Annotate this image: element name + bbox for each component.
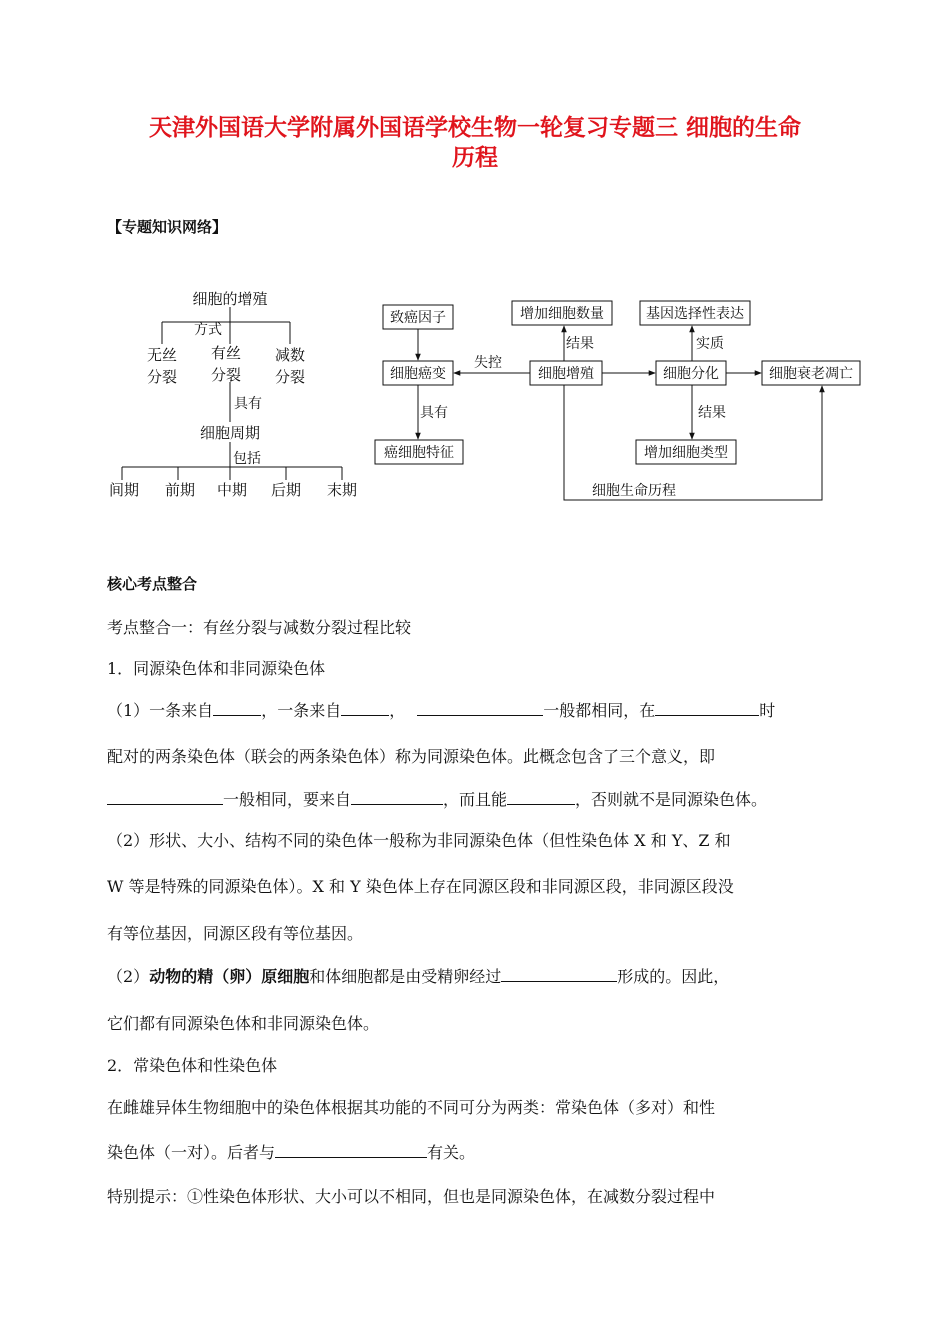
result2-label: 结果 <box>698 405 726 421</box>
cancer-features-label: 癌细胞特征 <box>384 445 454 461</box>
tree-method-1-bottom: 分裂 <box>146 368 178 386</box>
text-line-6: （2）形状、大小、结构不同的染色体一般称为非同源染色体（但性染色体 X 和 Y、Z 和 <box>107 831 731 850</box>
t5-part-b: ，而且能 <box>443 790 508 809</box>
doc-title-line2: 历程 <box>452 144 498 171</box>
text-line-7: W 等是特殊的同源染色体）。X 和 Y 染色体上存在同源区段和非同源区段，非同源区段没 <box>107 877 734 896</box>
fill-blank[interactable] <box>501 965 617 982</box>
fill-blank[interactable] <box>213 699 261 716</box>
t5-part-a: 一般相同，要来自 <box>223 790 352 809</box>
tree-cycle: 细胞周期 <box>199 424 261 442</box>
tree-phase-3: 中期 <box>216 481 248 499</box>
gene-expression-label: 基因选择性表达 <box>646 306 744 322</box>
section-heading: 【专题知识网络】 <box>107 218 228 236</box>
increase-number-label: 增加细胞数量 <box>520 306 604 322</box>
tree-mode-label: 方式 <box>194 322 222 338</box>
text-line-2: 1．同源染色体和非同源染色体 <box>107 659 326 678</box>
tree-phase-2: 前期 <box>164 481 196 499</box>
tree-include-label: 包括 <box>233 451 261 467</box>
fill-blank[interactable] <box>107 788 223 805</box>
doc-title-line1: 天津外国语大学附属外国语学校生物一轮复习专题三 细胞的生命 <box>148 114 801 141</box>
core-heading: 核心考点整合 <box>107 575 198 593</box>
t3-part-e: 时 <box>759 701 776 720</box>
text-line-10: 它们都有同源染色体和非同源染色体。 <box>107 1014 380 1033</box>
text-line-12: 在雌雄异体生物细胞中的染色体根据其功能的不同可分为两类：常染色体（多对）和性 <box>107 1098 716 1117</box>
proliferation-label: 细胞增殖 <box>538 366 594 382</box>
fill-blank[interactable] <box>341 699 389 716</box>
cell-proliferation-tree <box>100 282 370 507</box>
differentiation-label: 细胞分化 <box>663 366 719 382</box>
fill-blank[interactable] <box>351 788 443 805</box>
t3-part-b: ，一条来自 <box>261 701 342 720</box>
text-line-11: 2．常染色体和性染色体 <box>107 1056 278 1075</box>
tree-method-1-top: 无丝 <box>146 346 178 364</box>
tree-method-2-bottom: 分裂 <box>210 366 242 384</box>
tree-has-label: 具有 <box>234 396 262 412</box>
t3-part-c: ， <box>389 701 406 720</box>
cancer-change-label: 细胞癌变 <box>390 366 446 382</box>
fill-blank[interactable] <box>275 1141 427 1158</box>
cancer-has-label: 具有 <box>420 405 448 421</box>
tree-phase-4: 后期 <box>270 481 302 499</box>
text-line-14: 特别提示：①性染色体形状、大小可以不相同，但也是同源染色体，在减数分裂过程中 <box>107 1187 716 1206</box>
tree-method-3-bottom: 分裂 <box>274 368 306 386</box>
fill-blank[interactable] <box>417 699 543 716</box>
text-line-4: 配对的两条染色体（联会的两条染色体）称为同源染色体。此概念包含了三个意义，即 <box>107 747 716 766</box>
t9-bold: 动物的精（卵）原细胞 <box>149 967 310 986</box>
text-line-1: 考点整合一：有丝分裂与减数分裂过程比较 <box>107 618 412 637</box>
increase-types-label: 增加细胞类型 <box>644 445 728 461</box>
tree-phase-5: 末期 <box>326 481 358 499</box>
life-course-label: 细胞生命历程 <box>592 483 676 499</box>
essence-label: 实质 <box>696 336 724 352</box>
lose-control-label: 失控 <box>474 355 502 371</box>
tree-method-3-top: 减数 <box>274 346 306 364</box>
text-line-3 <box>107 698 775 721</box>
fill-blank[interactable] <box>655 699 759 716</box>
fill-blank[interactable] <box>507 788 575 805</box>
t3-part-a: （1）一条来自 <box>107 701 214 720</box>
aging-label: 细胞衰老凋亡 <box>769 366 853 382</box>
text-line-9 <box>107 964 729 987</box>
t13-part-a: 染色体（一对）。后者与 <box>107 1143 276 1162</box>
carcinogen-label: 致癌因子 <box>390 310 446 326</box>
cell-life-course-diagram <box>370 290 870 505</box>
text-line-13 <box>107 1140 475 1163</box>
t9-part-a: （2） <box>107 967 150 986</box>
tree-method-2-top: 有丝 <box>210 344 242 362</box>
result1-label: 结果 <box>566 336 594 352</box>
t9-part-d: 形成的。因此， <box>617 967 730 986</box>
tree-phase-1: 间期 <box>108 481 140 499</box>
text-line-5 <box>107 787 767 810</box>
tree-root: 细胞的增殖 <box>192 290 268 308</box>
t9-part-c: 和体细胞都是由受精卵经过 <box>309 967 502 986</box>
t13-part-b: 有关。 <box>427 1143 476 1162</box>
t3-part-d: 一般都相同，在 <box>543 701 656 720</box>
t5-part-c: ，否则就不是同源染色体。 <box>575 790 768 809</box>
text-line-8: 有等位基因，同源区段有等位基因。 <box>107 924 364 943</box>
